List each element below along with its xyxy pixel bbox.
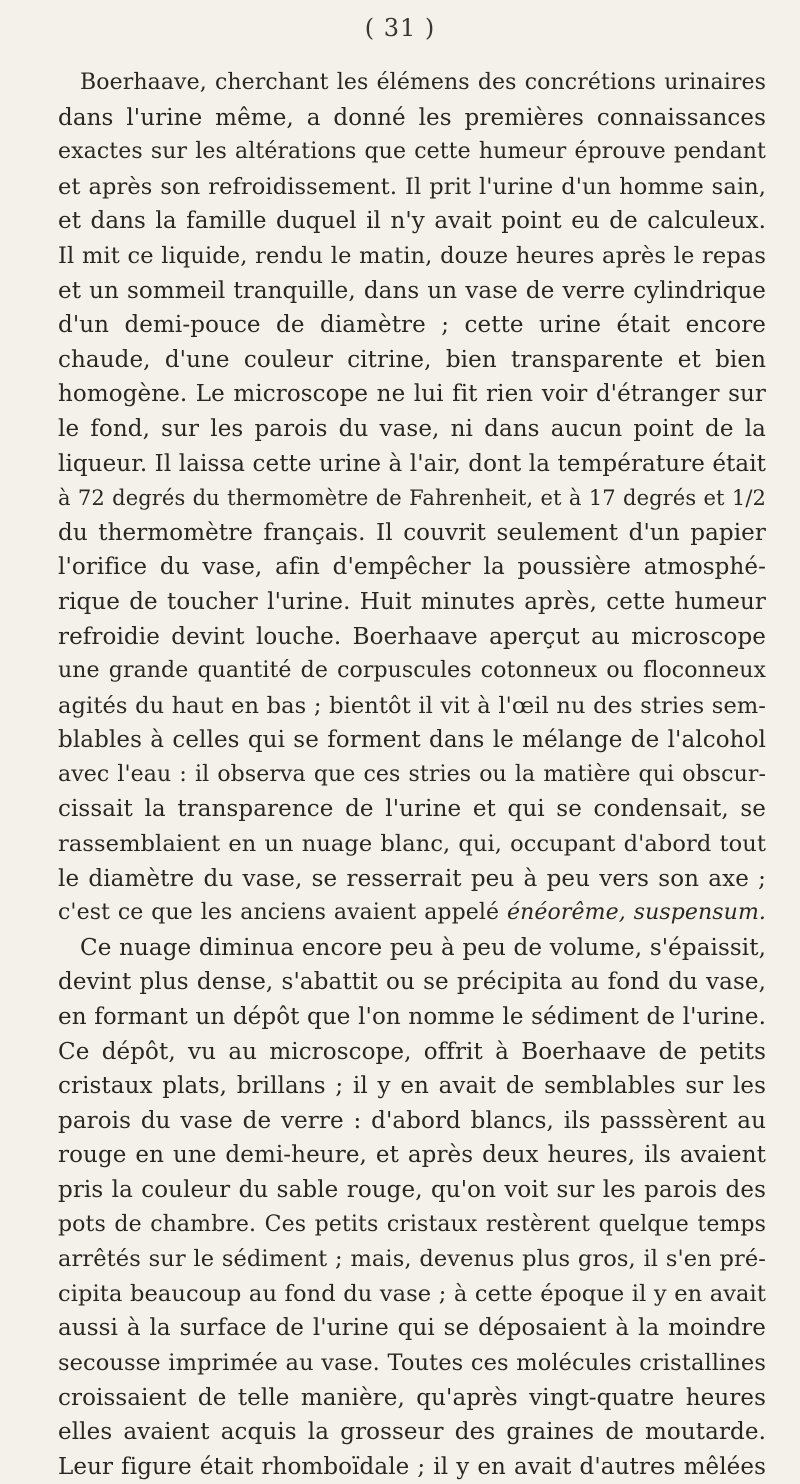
text-line: avec l'eau : il observa que ces stries ou la matière qui obscur- — [58, 761, 766, 787]
body-text — [58, 66, 766, 1484]
text-line: liqueur. Il laissa cette urine à l'air, dont la température était — [58, 450, 766, 477]
text-line: et dans la famille duquel il n'y avait point eu de calculeux. — [58, 208, 766, 235]
text-line: pots de chambre. Ces petits cristaux restèrent quelque temps — [58, 1211, 766, 1237]
text-line: le diamètre du vase, se resserrait peu à peu vers son axe ; — [58, 865, 766, 892]
text-line: d'un demi-pouce de diamètre ; cette urine était encore — [58, 312, 766, 339]
text-line: chaude, d'une couleur citrine, bien transparente et bien — [58, 346, 766, 373]
text-line: en formant un dépôt que l'on nomme le sédiment de l'urine. — [58, 1004, 766, 1031]
text-line: Il mit ce liquide, rendu le matin, douze heures après le repas — [58, 242, 766, 269]
text-line: aussi à la surface de l'urine qui se déposaient à la moindre — [58, 1315, 766, 1342]
text-line: parois du vase de verre : d'abord blancs, ils passsèrent au — [58, 1107, 766, 1134]
text-line: exactes sur les altérations que cette humeur éprouve pendant — [58, 139, 766, 165]
text-line: elles avaient acquis la grosseur des graines de moutarde. — [58, 1419, 766, 1446]
text-line: pris la couleur du sable rouge, qu'on voit sur les parois des — [58, 1177, 766, 1203]
text-line: arrêtés sur le sédiment ; mais, devenus plus gros, il s'en pré- — [58, 1246, 766, 1273]
text-line: Boerhaave, cherchant les élémens des concrétions urinaires — [80, 70, 766, 95]
text-line: le fond, sur les parois du vase, ni dans aucun point de la — [58, 415, 766, 442]
text-line: homogène. Le microscope ne lui fit rien voir d'étranger sur — [58, 381, 766, 408]
text-line: Leur figure était rhomboïdale ; il y en avait d'autres mêlées — [58, 1453, 766, 1480]
text-line: dans l'urine même, a donné les premières connaissances — [58, 104, 766, 131]
text-line: l'orifice du vase, afin d'empêcher la poussière atmosphé- — [58, 554, 766, 581]
text-line-lead: c'est ce que les anciens avaient appelé — [58, 900, 500, 926]
text-line: cipita beaucoup au fond du vase ; à cette époque il y en avait — [58, 1280, 766, 1307]
text-line: blables à celles qui se forment dans le mélange de l'alcohol — [58, 727, 766, 754]
text-line: à 72 degrés du thermomètre de Fahrenheit, et à 17 degrés et 1/2 — [58, 486, 766, 511]
text-line: Ce nuage diminua encore peu à peu de volume, s'épaissit, — [80, 934, 766, 961]
text-line-with-italics — [58, 896, 766, 931]
text-line: du thermomètre français. Il couvrit seulement d'un papier — [58, 519, 766, 546]
text-line: secousse imprimée au vase. Toutes ces molécules cristallines — [58, 1349, 766, 1376]
text-line: Ce dépôt, vu au microscope, offrit à Boerhaave de petits — [58, 1038, 766, 1065]
text-line: refroidie devint louche. Boerhaave aperçut au microscope — [58, 623, 766, 650]
text-line: rique de toucher l'urine. Huit minutes après, cette humeur — [58, 588, 766, 615]
text-line: rouge en une demi-heure, et après deux heures, ils avaient — [58, 1142, 766, 1169]
text-line: croissaient de telle manière, qu'après vingt-quatre heures — [58, 1384, 766, 1411]
text-line: devint plus dense, s'abattit ou se précipita au fond du vase, — [58, 969, 766, 996]
text-line: rassemblaient en un nuage blanc, qui, occupant d'abord tout — [58, 831, 766, 858]
text-line: cissait la transparence de l'urine et qui se condensait, se — [58, 796, 766, 823]
text-line: une grande quantité de corpuscules cotonneux ou floconneux — [58, 658, 766, 684]
text-line: et un sommeil tranquille, dans un vase de verre cylindrique — [58, 277, 766, 304]
italic-terms: énéorême, suspensum. — [507, 900, 767, 926]
text-line: cristaux plats, brillans ; il y en avait de semblables sur les — [58, 1073, 766, 1100]
text-line: agités du haut en bas ; bientôt il vit à l'œil nu des stries sem- — [58, 692, 766, 719]
text-line: et après son refroidissement. Il prit l'urine d'un homme sain, — [58, 173, 766, 200]
page-number: ( 31 ) — [364, 14, 436, 42]
